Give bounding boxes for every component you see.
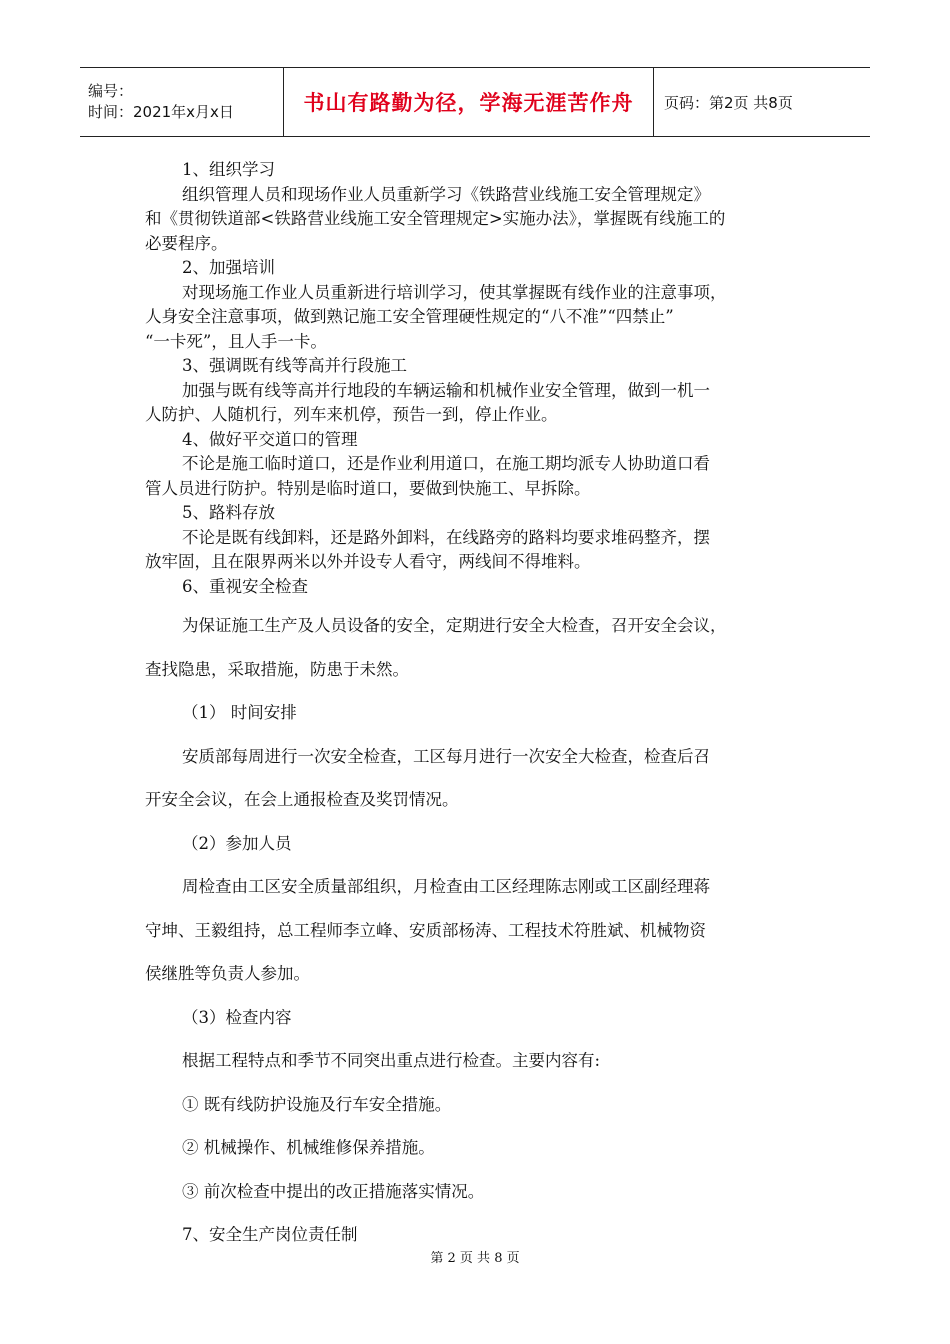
- paragraph-line: 放牢固，且在限界两米以外并设专人看守，两线间不得堆料。: [145, 552, 591, 571]
- paragraph-line: 和《贯彻铁道部<铁路营业线施工安全管理规定>实施办法》，掌握既有线施工的: [145, 209, 726, 228]
- paragraph-line: ① 既有线防护设施及行车安全措施。: [182, 1094, 452, 1114]
- paragraph-line: 6、重视安全检查: [182, 576, 308, 596]
- paragraph-line: ② 机械操作、机械维修保养措施。: [182, 1138, 435, 1157]
- paragraph-line: 组织管理人员和现场作业人员重新学习《铁路营业线施工安全管理规定》: [182, 184, 710, 204]
- paragraph-line: 7、安全生产岗位责任制: [182, 1225, 358, 1244]
- paragraph-line: 2、加强培训: [182, 258, 275, 277]
- paragraph-line: 侯继胜等负责人参加。: [145, 964, 310, 983]
- paragraph-line: 查找隐患，采取措施，防患于未然。: [145, 659, 409, 679]
- paragraph-line: 管人员进行防护。特别是临时道口，要做到快施工、早拆除。: [145, 478, 591, 498]
- paragraph-line: 守坤、王毅组持，总工程师李立峰、安质部杨涛、工程技术符胜斌、机械物资: [145, 920, 706, 940]
- paragraph-line: 5、路料存放: [182, 503, 275, 522]
- paragraph-line: 周检查由工区安全质量部组织，月检查由工区经理陈志刚或工区副经理蒋: [182, 877, 710, 896]
- paragraph-line: 加强与既有线等高并行地段的车辆运输和机械作业安全管理，做到一机一: [182, 380, 710, 400]
- header-page-info: 页码：第2页 共8页: [664, 93, 793, 112]
- doc-number-label: 编号：: [88, 82, 134, 100]
- paragraph-line: （2）参加人员: [182, 833, 292, 853]
- body-section-dense: [145, 158, 805, 599]
- paragraph-line: 必要程序。: [145, 233, 228, 253]
- paragraph-line: “一卡死”，且人手一卡。: [145, 331, 327, 351]
- header-motto: 书山有路勤为径，学海无涯苦作舟: [284, 68, 654, 136]
- paragraph-line: 开安全会议，在会上通报检查及奖罚情况。: [145, 790, 459, 809]
- paragraph-line: 不论是既有线卸料，还是路外卸料，在线路旁的路料均要求堆码整齐，摆: [182, 527, 710, 547]
- paragraph-line: 1、组织学习: [182, 160, 275, 179]
- paragraph-line: 人身安全注意事项，做到熟记施工安全管理硬性规定的“八不准”“四禁止”: [145, 307, 674, 326]
- paragraph-line: ③ 前次检查中提出的改正措施落实情况。: [182, 1181, 485, 1201]
- page-header: [80, 67, 870, 137]
- paragraph-line: 对现场施工作业人员重新进行培训学习，使其掌握既有线作业的注意事项，: [182, 282, 727, 302]
- body-section-spaced: [145, 604, 805, 1257]
- paragraph-line: 人防护、人随机行，列车来机停，预告一到，停止作业。: [145, 405, 558, 424]
- paragraph-line: 3、强调既有线等高并行段施工: [182, 356, 407, 375]
- paragraph-line: 为保证施工生产及人员设备的安全，定期进行安全大检查，召开安全会议，: [182, 616, 727, 635]
- paragraph-line: 4、做好平交道口的管理: [182, 429, 358, 449]
- document-body: [145, 158, 805, 1257]
- header-meta: [80, 68, 284, 136]
- paragraph-line: （3）检查内容: [182, 1007, 292, 1027]
- paragraph-line: 不论是施工临时道口，还是作业利用道口，在施工期均派专人协助道口看: [182, 454, 710, 473]
- paragraph-line: 安质部每周进行一次安全检查，工区每月进行一次安全大检查，检查后召: [182, 746, 710, 766]
- page-footer: 第 2 页 共 8 页: [430, 1251, 520, 1266]
- doc-time-label: 时间：2021年x月x日: [88, 103, 234, 121]
- paragraph-line: （1） 时间安排: [182, 703, 297, 722]
- paragraph-line: 根据工程特点和季节不同突出重点进行检查。主要内容有:: [182, 1051, 601, 1070]
